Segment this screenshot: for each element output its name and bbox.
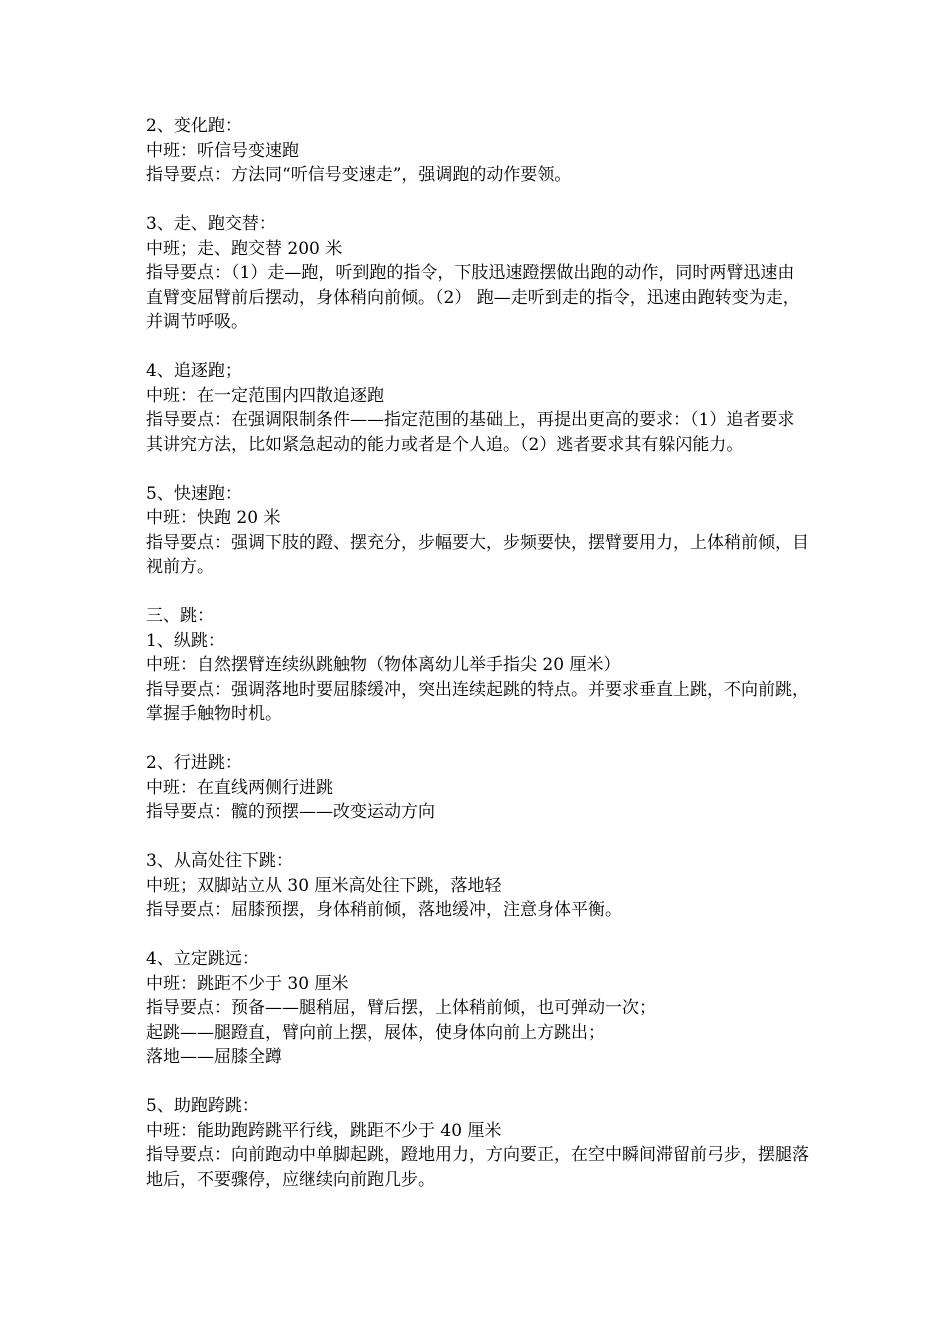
guidance-points: 指导要点：（1）走—跑，听到跑的指令，下肢迅速蹬摆做出跑的动作，同时两臂迅速由直臂变屈臂前后摆动，身体稍向前倾。（2） 跑—走听到走的指令，迅速由跑转变为走，并调节呼吸。 (146, 263, 800, 332)
section-heading: 4、立定跳远： (146, 949, 259, 969)
section-chase-run (146, 359, 810, 457)
guidance-points: 指导要点：向前跑动中单脚起跳，蹬地用力，方向要正，在空中瞬间滞留前弓步，摆腿落地后，不要骤停，应继续向前跑几步。 (146, 1145, 809, 1190)
guidance-points: 指导要点：髋的预摆——改变运动方向 (146, 802, 435, 822)
document-body (146, 114, 810, 1217)
class-requirement: 中班：能助跑跨跳平行线，跳距不少于 40 厘米 (146, 1120, 502, 1141)
guidance-landing: 落地——屈膝全蹲 (146, 1047, 282, 1067)
section-heading: 5、快速跑： (146, 483, 242, 504)
guidance-points: 指导要点：方法同“听信号变速走”，强调跑的动作要领。 (146, 165, 572, 185)
guidance-points: 指导要点：预备——腿稍屈，臂后摆，上体稍前倾，也可弹动一次； (146, 998, 656, 1018)
section-standing-long-jump (146, 947, 810, 1070)
section-jump-down (146, 849, 810, 923)
section-heading: 4、追逐跑； (146, 361, 242, 381)
guidance-points: 指导要点：屈膝预摆，身体稍前倾，落地缓冲，注意身体平衡。 (146, 900, 622, 920)
section-heading: 2、行进跳： (146, 753, 242, 773)
section-heading: 3、走、跑交替： (146, 214, 276, 234)
class-requirement: 中班：在一定范围内四散追逐跑 (146, 385, 384, 406)
section-heading: 3、从高处往下跳： (146, 851, 293, 871)
class-requirement: 中班：自然摆臂连续纵跳触物（物体离幼儿举手指尖 20 厘米） (146, 655, 621, 675)
class-requirement: 中班：快跑 20 米 (146, 508, 281, 528)
section-travel-jump (146, 751, 810, 825)
section-variable-run (146, 114, 810, 188)
guidance-points: 指导要点：在强调限制条件——指定范围的基础上，再提出更高的要求：（1）追者要求其讲究方法，比如紧急起动的能力或者是个人追。（2）逃者要求其有躲闪能力。 (146, 410, 795, 455)
class-requirement: 中班：听信号变速跑 (146, 140, 299, 161)
class-requirement: 中班：在直线两侧行进跳 (146, 777, 333, 798)
class-requirement: 中班；走、跑交替 200 米 (146, 238, 343, 259)
section-heading: 2、变化跑： (146, 116, 242, 136)
section-run-up-leap (146, 1094, 810, 1192)
class-requirement: 中班；双脚站立从 30 厘米高处往下跳，落地轻 (146, 875, 502, 896)
guidance-takeoff: 起跳——腿蹬直，臂向前上摆，展体，使身体向前上方跳出； (146, 1022, 605, 1043)
chapter-heading: 三、跳： (146, 606, 214, 626)
guidance-points: 指导要点：强调下肢的蹬、摆充分，步幅要大，步频要快，摆臂要用力，上体稍前倾，目视前方。 (146, 532, 809, 577)
section-jump-vertical (146, 604, 810, 727)
section-heading: 5、助跑跨跳： (146, 1096, 259, 1116)
section-heading: 1、纵跳： (146, 630, 225, 651)
guidance-points: 指导要点：强调落地时要屈膝缓冲，突出连续起跳的特点。并要求垂直上跳，不向前跳，掌握手触物时机。 (146, 679, 809, 724)
class-requirement: 中班：跳距不少于 30 厘米 (146, 973, 349, 994)
section-walk-run-alternate (146, 212, 810, 335)
section-fast-run (146, 482, 810, 580)
